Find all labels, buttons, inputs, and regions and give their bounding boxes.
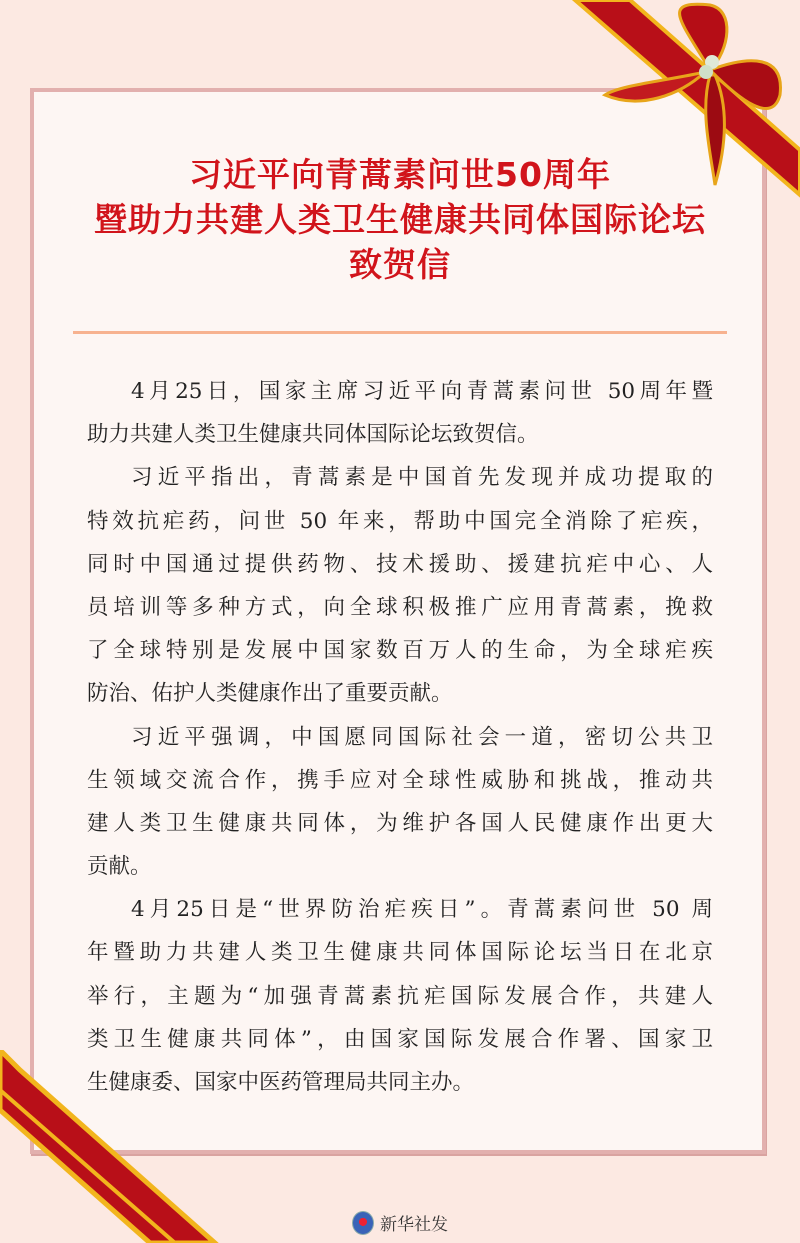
title-line: 习近平向青蒿素问世50周年 (189, 155, 611, 194)
text-line: 防治、佑护人类健康作出了重要贡献。 (87, 681, 453, 707)
text-line: 4月25日，国家主席习近平向青蒿素问世 50周年暨 (131, 379, 713, 404)
source-text: 新华社发 (380, 1215, 448, 1235)
paragraph (87, 888, 713, 1104)
text-line: 助力共建人类卫生健康共同体国际论坛致贺信。 (87, 422, 539, 448)
text-line: 生领域交流合作，携手应对全球性威胁和挑战，推动共 (87, 767, 713, 793)
text-line: 年暨助力共建人类卫生健康共同体国际论坛当日在北京 (87, 940, 713, 966)
title-divider (73, 331, 727, 334)
paragraph (87, 370, 713, 456)
title-line: 暨助力共建人类卫生健康共同体国际论坛 (94, 200, 706, 239)
text-line: 4月25日是“世界防治疟疾日”。青蒿素问世 50 周 (131, 897, 713, 923)
text-line: 员培训等多种方式，向全球积极推广应用青蒿素，挽救 (87, 594, 713, 620)
text-line: 生健康委、国家中医药管理局共同主办。 (87, 1070, 475, 1095)
title-line: 致贺信 (349, 245, 451, 284)
paragraph (87, 456, 713, 715)
text-line: 习近平指出，青蒿素是中国首先发现并成功提取的 (131, 465, 713, 491)
page-title (0, 152, 800, 287)
text-line: 特效抗疟药，问世 50 年来，帮助中国完全消除了疟疾， (87, 508, 713, 534)
text-line: 建人类卫生健康共同体，为维护各国人民健康作出更大 (87, 810, 713, 836)
text-line: 贡献。 (87, 854, 152, 880)
letter-body (87, 370, 713, 1104)
xinhua-logo-icon (352, 1211, 374, 1235)
text-line: 习近平强调，中国愿同国际社会一道，密切公共卫 (131, 724, 713, 750)
paragraph (87, 716, 713, 889)
text-line: 类卫生健康共同体”，由国家国际发展合作署、国家卫 (87, 1026, 713, 1052)
text-line: 举行，主题为“加强青蒿素抗疟国际发展合作，共建人 (87, 983, 713, 1009)
source-credit (0, 1210, 800, 1235)
text-line: 了全球特别是发展中国家数百万人的生命，为全球疟疾 (87, 638, 713, 664)
text-line: 同时中国通过提供药物、技术援助、援建抗疟中心、人 (87, 551, 713, 577)
